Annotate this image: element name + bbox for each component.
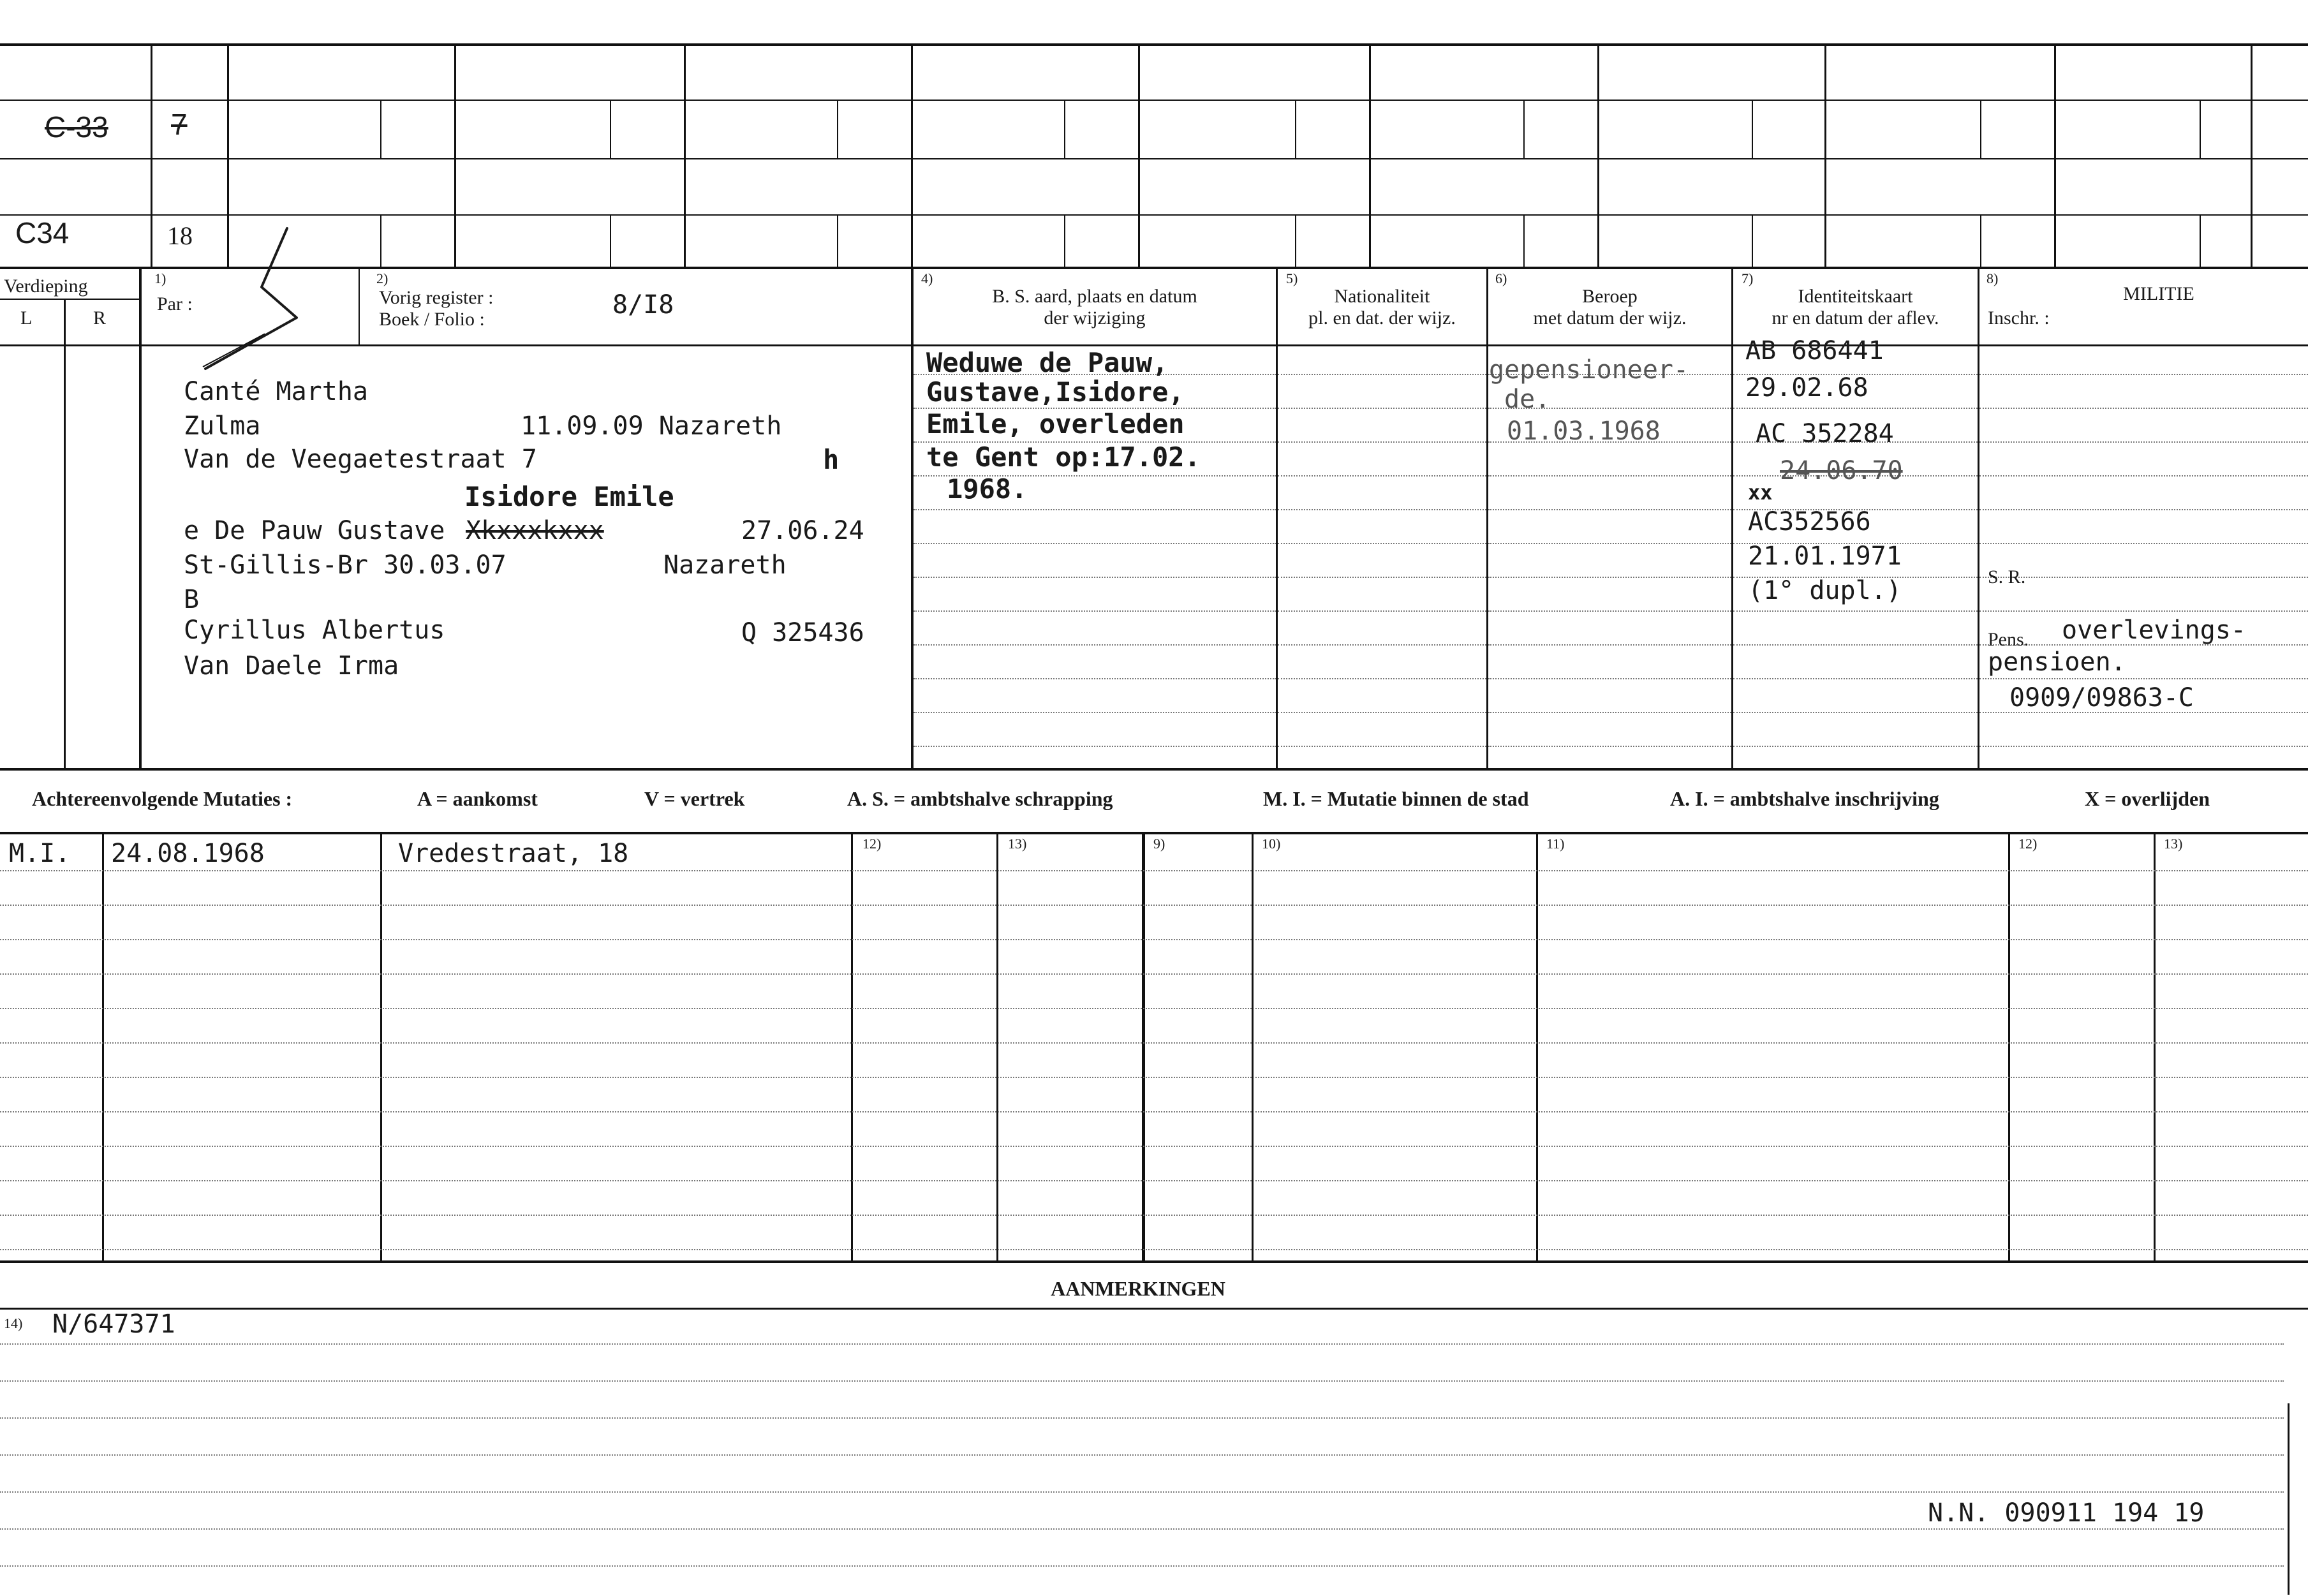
pens-line-2: pensioen. (1988, 647, 2126, 677)
id-line-2: 29.02.68 (1745, 373, 1868, 403)
ruling-line (0, 870, 2308, 871)
remarks-title: AANMERKINGEN (1051, 1277, 1225, 1300)
bs-text-line: te Gent op:17.02. (926, 441, 1201, 473)
remarks-num: 14) (4, 1315, 23, 1331)
top-border (0, 43, 2308, 46)
index-subcol-line (2200, 214, 2201, 268)
ruling-line (1278, 441, 1486, 443)
ruling-line (1979, 475, 2308, 477)
ruling-line (1278, 543, 1486, 544)
remarks-top-line (0, 1308, 2308, 1310)
vorig-register-label: Vorig register : (379, 287, 494, 308)
ruling-line (914, 678, 1276, 679)
ruling-line (1488, 610, 1731, 612)
beroep-line-1: gepensioneer- (1489, 355, 1689, 385)
ruling-line (0, 1491, 2284, 1493)
person-line-8-name: Cyrillus Albertus (184, 616, 445, 645)
ruling-line (1488, 644, 1731, 646)
ruling-line (0, 1077, 2308, 1078)
ruling-line (1488, 543, 1731, 544)
mut-col-line (1536, 833, 1538, 1262)
index-col-line (1369, 45, 1371, 268)
col-line-vorig-bs (911, 268, 914, 771)
ruling-line (1733, 644, 1978, 646)
person-line-2-name: Zulma (184, 411, 261, 441)
ruling-line (0, 1343, 2284, 1345)
index-subcol-line (1980, 214, 1981, 268)
index-subcol-line (1295, 100, 1296, 158)
beroep-line-2: de. (1504, 385, 1551, 414)
ruling-line (1488, 577, 1731, 578)
ruling-line (1488, 712, 1731, 713)
person-line-9: Van Daele Irma (184, 651, 399, 681)
ruling-line (1979, 408, 2308, 409)
beroep-line-3: 01.03.1968 (1507, 417, 1661, 446)
mil-num: 8) (1986, 270, 1999, 286)
legend-as: A. S. = ambtshalve schrapping (847, 787, 1113, 810)
index-subcol-line (837, 214, 838, 268)
ruling-line (914, 509, 1276, 510)
col-line-l-r (64, 299, 66, 771)
col-line-nat-beroep (1486, 268, 1488, 771)
ruling-line (914, 577, 1276, 578)
col-line-id-mil (1978, 268, 1979, 771)
mut-col-9b: 9) (1153, 836, 1165, 852)
ruling-line (0, 973, 2308, 975)
mut-col-line (851, 833, 853, 1262)
ruling-line (0, 1111, 2308, 1112)
index-subcol-line (1295, 214, 1296, 268)
id-header-1: Identiteitskaart (1798, 286, 1913, 307)
index-col-line (684, 45, 686, 268)
person-line-3: Van de Veegaetestraat 7 (184, 445, 537, 474)
col-line-par-vorig (359, 268, 360, 344)
ruling-line (1278, 712, 1486, 713)
index-col-line (1138, 45, 1140, 268)
index-col-line (151, 45, 152, 268)
id-line-5: xx (1748, 480, 1773, 505)
id-header-2: nr en datum der aflev. (1772, 307, 1939, 329)
mutations-top-line (0, 832, 2308, 834)
mutations-bottom-line (0, 1260, 2308, 1263)
col-line-bs-nat (1276, 268, 1278, 771)
index-subcol-line (1064, 214, 1065, 268)
ruling-line (1278, 509, 1486, 510)
index-row-line (0, 158, 2308, 159)
person-line-6-place2: Nazareth (663, 550, 787, 580)
ruling-line (0, 1380, 2284, 1382)
ruling-line (1733, 746, 1978, 747)
index-col-line (2054, 45, 2056, 268)
legend-a: A = aankomst (417, 787, 538, 810)
index-subcol-line (380, 214, 381, 268)
ruling-line (1278, 610, 1486, 612)
ruling-line (1278, 577, 1486, 578)
mut-col-line (2008, 833, 2010, 1262)
id-num: 7) (1742, 270, 1754, 286)
ruling-line (914, 644, 1276, 646)
mut-col-line (996, 833, 998, 1262)
index-row2-num: 18 (167, 221, 193, 250)
header-bottom-line (0, 344, 2308, 346)
mut-col-13b: 13) (2164, 836, 2183, 852)
mut-col-line (1142, 833, 1145, 1262)
ruling-line (1979, 543, 2308, 544)
ruling-line (0, 1454, 2284, 1456)
index-col-line (454, 45, 456, 268)
ruling-line (0, 1417, 2284, 1419)
nat-num: 5) (1286, 270, 1298, 286)
legend-x: X = overlijden (2085, 787, 2210, 810)
index-row-line (0, 214, 2308, 216)
person-line-1: Canté Martha (184, 377, 368, 406)
ruling-line (1278, 475, 1486, 477)
index-subcol-line (1523, 214, 1525, 268)
index-subcol-line (2200, 100, 2201, 158)
person-line-2-date: 11.09.09 Nazareth (521, 411, 782, 441)
bs-num: 4) (921, 270, 933, 286)
ruling-line (1979, 678, 2308, 679)
mut-col-10b: 10) (1262, 836, 1281, 852)
ruling-line (1488, 509, 1731, 510)
ruling-line (0, 1008, 2308, 1009)
id-line-8: (1° dupl.) (1748, 576, 1902, 605)
ruling-line (0, 1249, 2308, 1250)
person-line-3-mark: h (823, 444, 840, 475)
bs-header-1: B. S. aard, plaats en datum (992, 286, 1197, 307)
mutation-address: Vredestraat, 18 (398, 839, 629, 868)
ruling-line (914, 543, 1276, 544)
ruling-line (1733, 610, 1978, 612)
bs-text-line: Weduwe de Pauw, (926, 347, 1169, 378)
index-subcol-line (837, 100, 838, 158)
boek-folio-value: 8/I8 (612, 290, 674, 320)
ruling-line (0, 905, 2308, 906)
verdieping-divider (0, 299, 140, 300)
index-subcol-line (380, 100, 381, 158)
ruling-line (0, 1180, 2308, 1181)
index-subcol-line (1752, 100, 1753, 158)
bs-text-line: Gustave,Isidore, (926, 376, 1185, 408)
ruling-line (1488, 678, 1731, 679)
mut-col-12a: 12) (862, 836, 882, 852)
ruling-line (0, 1565, 2284, 1567)
par-label: Par : (157, 293, 193, 314)
index-col-line (1597, 45, 1599, 268)
ruling-line (0, 1042, 2308, 1044)
id-line-6: AC352566 (1748, 507, 1871, 536)
right-edge-line (2288, 1403, 2290, 1595)
boek-folio-label: Boek / Folio : (379, 309, 485, 330)
verdieping-r: R (93, 307, 107, 329)
index-subcol-line (1752, 214, 1753, 268)
id-line-1: AB 686441 (1745, 336, 1884, 366)
mut-col-line (1252, 833, 1254, 1262)
ruling-line (1733, 408, 1978, 409)
nn-number: N.N. 090911 194 19 (1928, 1498, 2205, 1528)
ruling-line (1278, 678, 1486, 679)
person-line-6-place: St-Gillis-Br 30.03.07 (184, 550, 507, 580)
nat-header-1: Nationaliteit (1334, 286, 1430, 307)
ruling-line (1278, 644, 1486, 646)
index-row2-code: C34 (15, 216, 70, 249)
mut-col-line (102, 833, 104, 1262)
ruling-line (1979, 441, 2308, 443)
mutation-date: 24.08.1968 (111, 839, 265, 868)
beroep-header-1: Beroep (1582, 286, 1638, 307)
ruling-line (0, 1215, 2308, 1216)
par-num: 1) (154, 270, 166, 286)
mut-col-line (2154, 833, 2156, 1262)
ruling-line (914, 712, 1276, 713)
mut-col-13a: 13) (1008, 836, 1027, 852)
verdieping-header: Verdieping (4, 276, 88, 297)
index-col-line (1824, 45, 1826, 268)
index-subcol-line (1523, 100, 1525, 158)
bs-header-2: der wijziging (1044, 307, 1146, 329)
ruling-line (0, 1146, 2308, 1147)
index-col-line (911, 45, 913, 268)
index-subcol-line (610, 214, 611, 268)
pens-line-1: overlevings- (2062, 616, 2246, 645)
handwritten-mark-icon (191, 223, 319, 376)
inschr-label: Inschr. : (1988, 307, 2050, 329)
ruling-line (0, 1528, 2284, 1530)
body-bottom-line (0, 768, 2308, 771)
ruling-line (1979, 746, 2308, 747)
person-line-4: Isidore Emile (464, 481, 674, 512)
verdieping-l: L (20, 307, 33, 329)
ruling-line (1488, 746, 1731, 747)
index-subcol-line (610, 100, 611, 158)
legend-ai: A. I. = ambtshalve inschrijving (1670, 787, 1939, 810)
index-col-line (2251, 45, 2253, 268)
id-line-4: 24.06.70 (1780, 456, 1903, 485)
ruling-line (1278, 408, 1486, 409)
index-row1-code: C-33 (45, 110, 108, 144)
legend-v: V = vertrek (644, 787, 745, 810)
index-row-line (0, 267, 2308, 269)
legend-mi: M. I. = Mutatie binnen de stad (1263, 787, 1529, 810)
mut-col-11b: 11) (1546, 836, 1565, 852)
index-subcol-line (1980, 100, 1981, 158)
index-row1-num: 7 (171, 108, 188, 141)
index-row-line (0, 100, 2308, 101)
person-line-7: B (184, 585, 200, 614)
id-line-7: 21.01.1971 (1748, 542, 1902, 571)
ruling-line (0, 939, 2308, 940)
col-line-beroep-id (1731, 268, 1733, 771)
index-subcol-line (1064, 100, 1065, 158)
bs-text-line: Emile, overleden (926, 408, 1185, 440)
ruling-line (914, 746, 1276, 747)
pens-label: Pens. (1988, 629, 2029, 650)
beroep-num: 6) (1495, 270, 1507, 286)
col-line-r-par (139, 268, 142, 771)
person-line-5-date: 27.06.24 (741, 516, 864, 545)
id-line-3: AC 352284 (1756, 419, 1894, 448)
beroep-header-2: met datum der wijz. (1533, 307, 1687, 329)
ruling-line (1278, 746, 1486, 747)
mutations-title: Achtereenvolgende Mutaties : (32, 787, 293, 810)
person-line-5-name: e De Pauw Gustave (184, 516, 445, 545)
militie-header: MILITIE (2123, 283, 2194, 304)
pens-line-3: 0909/09863-C (2009, 683, 2194, 713)
nat-header-2: pl. en dat. der wijz. (1308, 307, 1456, 329)
mut-col-line (380, 833, 382, 1262)
bs-text-line: 1968. (947, 473, 1028, 505)
ruling-line (1733, 678, 1978, 679)
ruling-line (1278, 374, 1486, 375)
mutation-type: M.I. (9, 839, 71, 868)
vorig-num: 2) (376, 270, 388, 286)
ruling-line (1979, 610, 2308, 612)
person-line-8-code: Q 325436 (741, 618, 864, 647)
ruling-line (1979, 577, 2308, 578)
person-line-5-struck: Xkxxxkxxx (466, 516, 604, 545)
ruling-line (1979, 374, 2308, 375)
ruling-line (1488, 475, 1731, 477)
ruling-line (1733, 712, 1978, 713)
ruling-line (1979, 509, 2308, 510)
mut-col-12b: 12) (2018, 836, 2038, 852)
remarks-value: N/647371 (52, 1310, 175, 1339)
ruling-line (914, 610, 1276, 612)
sr-label: S. R. (1988, 566, 2026, 587)
